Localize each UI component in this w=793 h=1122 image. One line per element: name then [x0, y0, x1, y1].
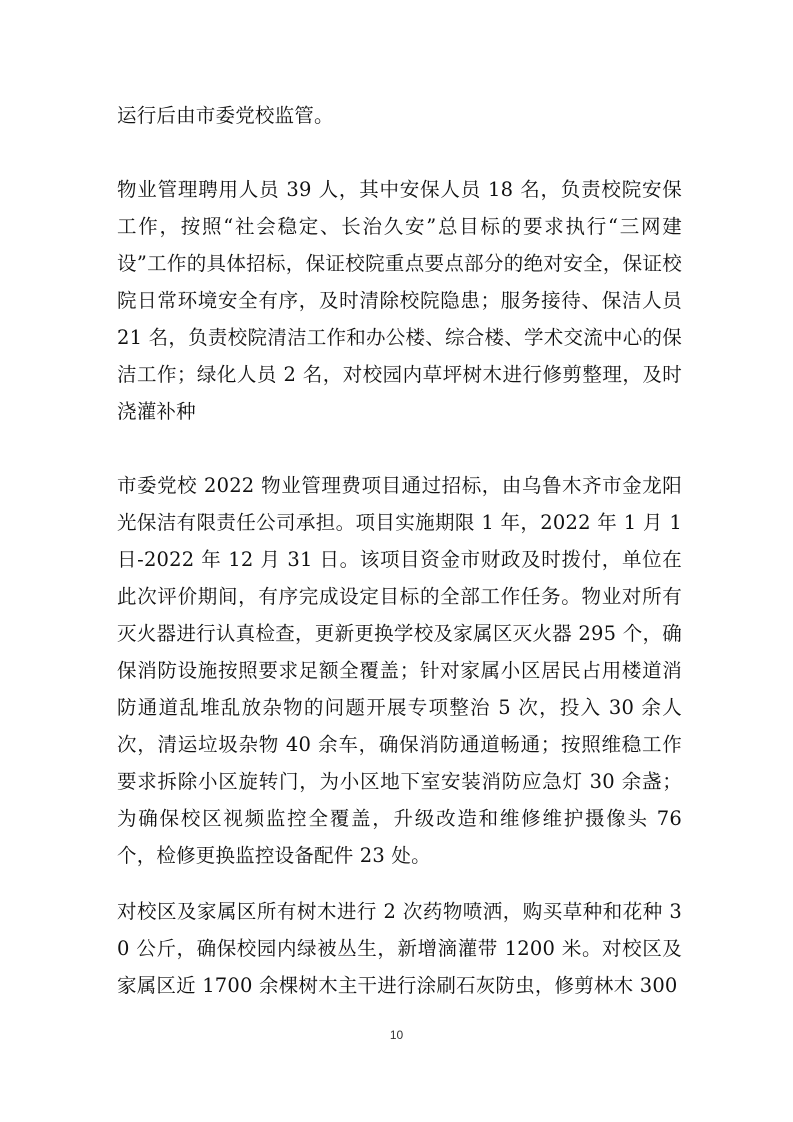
paragraph-1: 运行后由市委党校监管。: [117, 104, 334, 127]
paragraph-3: 市委党校 2022 物业管理费项目通过招标，由乌鲁木齐市金龙阳光保洁有限责任公司承担。项目实施期限 1 年，2022 年 1 月 1 日-2022 年 12 月 31 日。该项目资金市财政及时拨付，单位在此次评价期间，有序完成设定目标的全部工作任务。物业对所有灭火器进行认真检查，更新更换学校及家属区灭火器 295 个，确保消防设施按照要求足额全覆盖；针对家属小区居民占用楼道消防通道乱堆乱放杂物的问题开展专项整治 5 次，投入 30 余人次，清运垃圾杂物 40 余车，确保消防通道畅通；按照维稳工作要求拆除小区旋转门，为小区地下室安装消防应急灯 30 余盏；为确保校区视频监控全覆盖，升级改造和维修维护摄像头 76 个，检修更换监控设备配件 23 处。: [117, 474, 682, 867]
paragraph-2: 物业管理聘用人员 39 人，其中安保人员 18 名，负责校院安保工作，按照“社会稳定、长治久安”总目标的要求执行“三网建设”工作的具体招标，保证校院重点要点部分的绝对安全，保证校院日常环境安全有序，及时清除校院隐患；服务接待、保洁人员 21 名，负责校院清洁工作和办公楼、综合楼、学术交流中心的保洁工作；绿化人员 2 名，对校园内草坪树木进行修剪整理，及时浇灌补种: [117, 178, 682, 423]
paragraph-4: 对校区及家属区所有树木进行 2 次药物喷洒，购买草种和花种 30 公斤，确保校园内绿被丛生，新增滴灌带 1200 米。对校区及家属区近 1700 余棵树木主干进行涂刷石灰防虫，修剪林木 300: [117, 900, 682, 997]
page-number: 10: [389, 1028, 404, 1042]
